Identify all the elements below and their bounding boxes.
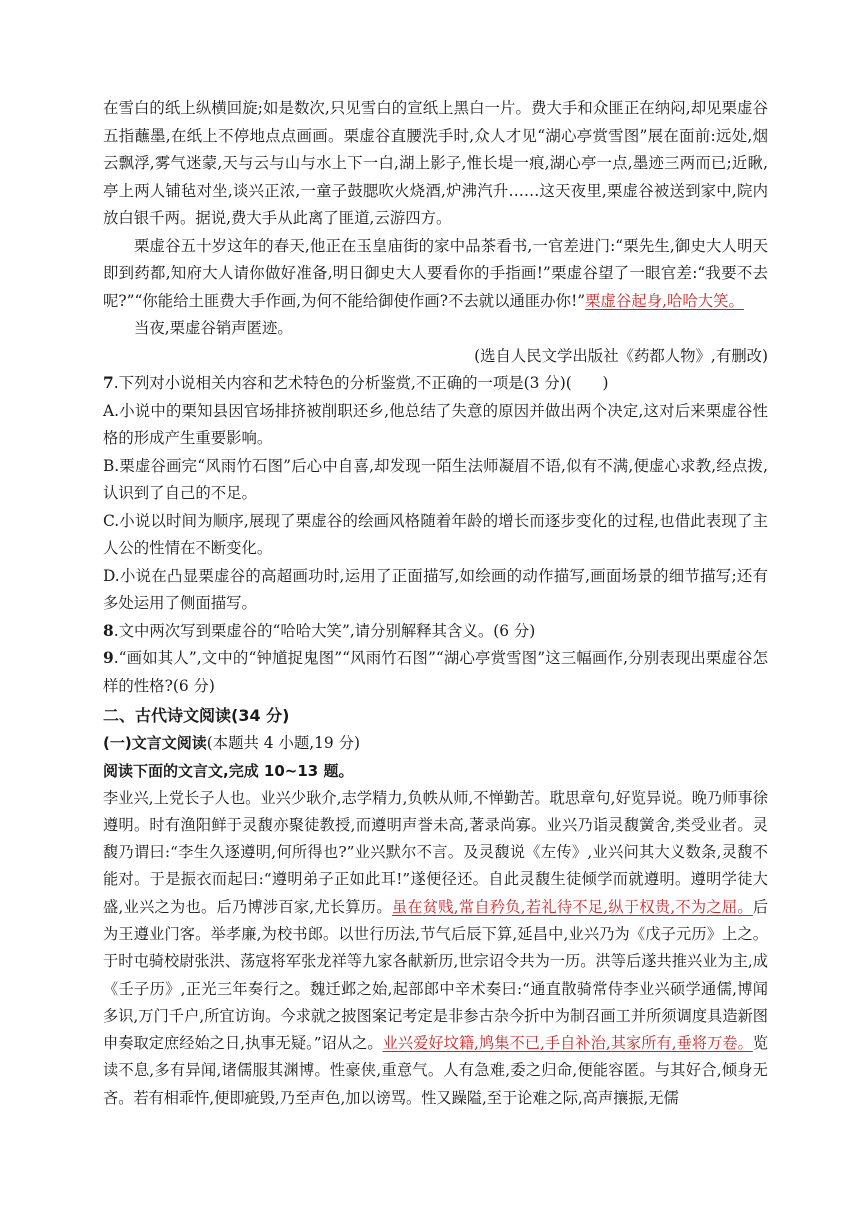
question-9-text: .“画如其人”,文中的“钟馗捉鬼图”“风雨竹石图”“湖心亭赏雪图”这三幅画作,分别表现出栗虚谷怎样的性格?(6 分) (103, 649, 768, 695)
section-2-heading: 二、古代诗文阅读(34 分) (103, 706, 290, 725)
question-7-option-c: C.小说以时间为顺序,展现了栗虚谷的绘画风格随着年龄的增长而逐步变化的过程,也借此表现了主人公的性情在不断变化。 (103, 511, 768, 557)
subsection-heading (103, 730, 768, 758)
underlined-sentence-1: 虽在贫贱,常自矜负,若礼待不足,纵于权贵,不为之屈。 (391, 897, 753, 916)
subsection-heading-bold: (一)文言文阅读 (103, 734, 207, 752)
subsection-heading-rest: (本题共 4 小题,19 分) (206, 734, 361, 752)
question-8-text: .文中两次写到栗虚谷的“哈哈大笑”,请分别解释其含义。(6 分) (113, 621, 536, 640)
classical-text-part-2: 后为王遵业门客。举孝廉,为校书郎。以世行历法,节气后辰下算,延昌中,业兴乃为《戊子元历》上之。于时屯骑校尉张洪、荡寇将军张龙祥等九家各献新历,世宗诏令共为一历。洪等后遂共推兴业为主,成《壬子历》,正光三年奏行之。魏迁邺之始,起部郎中辛术奏曰:“通直散骑常侍李业兴硕学通儒,博闻多识,万门千户,所宜访询。今求就之披图案记考定是非参古杂今折中为制召画工并所须调度具造新图申奏取定庶经始之日,执事无疑。”诏从之。 (103, 897, 769, 1053)
question-7-number: 7 (103, 374, 114, 392)
question-7-option-a: A.小说中的栗知县因官场排挤被削职还乡,他总结了失意的原因并做出两个决定,这对后来栗虚谷性格的形成产生重要影响。 (103, 401, 768, 447)
story-paragraph-2 (103, 233, 768, 316)
question-8-number: 8 (103, 621, 114, 640)
source-citation: (选自人民文学出版社《药都人物》,有删改) (474, 346, 768, 365)
story-paragraph-1: 在雪白的纸上纵横回旋;如是数次,只见雪白的宣纸上黑白一片。费大手和众匪正在纳闷,却见栗虚谷五指蘸墨,在纸上不停地点点画画。栗虚谷直腰洗手时,众人才见“湖心亭赏雪图”展在面前:远处,烟云飘浮,雾气迷蒙,天与云与山与水上下一白,湖上影子,惟长堤一痕,湖心亭一点,墨迹三两而已;近瞅,亭上两人铺毡对坐,谈兴正浓,一童子鼓腮吹火烧酒,炉沸汽升……这天夜里,栗虚谷被送到家中,院内放白银千两。据说,费大手从此离了匪道,云游四方。 (103, 99, 768, 227)
underlined-laugh-sentence: 栗虚谷起身,哈哈大笑。 (585, 291, 744, 310)
question-7-text: .下列对小说相关内容和艺术特色的分析鉴赏,不正确的一项是(3 分)( ) (113, 374, 609, 392)
question-8 (103, 618, 768, 646)
classical-text-part-3: 览读不息,多有异闻,诸儒服其渊博。性豪侠,重意气。人有急难,委之归命,便能容匿。与其好合,倾身无吝。若有相乖忤,便即疵毁,乃至声色,加以谤骂。性又躁隘,至于论难之际,高声攘振,无儒 (103, 1034, 769, 1107)
classical-text-part-1: 李业兴,上党长子人也。业兴少耿介,志学精力,负帙从师,不惮勤苦。耽思章句,好览异说。晚乃师事徐遵明。时有渔阳鲜于灵馥亦聚徒教授,而遵明声誉未高,著录尚寡。业兴乃诣灵馥黉舍,类受业者。灵馥乃谓曰:“李生久逐遵明,何所得也?”业兴默尔不言。及灵馥说《左传》,业兴问其大义数条,灵馥不能对。于是振衣而起曰:“遵明弟子正如此耳!”遂便径还。自此灵馥生徒倾学而就遵明。遵明学徒大盛,业兴之为也。后乃博涉百家,尤长算历。 (103, 788, 768, 916)
story-paragraph-3: 当夜,栗虚谷销声匿迹。 (134, 319, 293, 337)
classical-text-passage (103, 785, 768, 1113)
underlined-sentence-2: 业兴爱好坟籍,鸠集不已,手自补治,其家所有,垂将万卷。 (382, 1034, 753, 1053)
question-9 (103, 645, 768, 700)
story-paragraph-2-text: 栗虚谷五十岁这年的春天,他正在玉皇庙街的家中品茶看书,一官差进门:“栗先生,御史大人明天即到药都,知府大人请你做好准备,明日御史大人要看你的手指画!”栗虚谷望了一眼官差:“我要不去呢?”“你能给土匪费大手作画,为何不能给御使作画?不去就以通匪办你!” (103, 236, 768, 310)
question-7-option-d: D.小说在凸显栗虚谷的高超画功时,运用了正面描写,如绘画的动作描写,画面场景的细节描写;还有多处运用了侧面描写。 (103, 566, 768, 612)
reading-instruction: 阅读下面的文言文,完成 10~13 题。 (103, 761, 354, 780)
question-7-option-b: B.栗虚谷画完“风雨竹石图”后心中自喜,却发现一陌生法师凝眉不语,似有不满,便虚心求教,经点拨,认识到了自己的不足。 (103, 456, 768, 502)
question-7-stem (103, 370, 768, 398)
question-9-number: 9 (103, 649, 114, 667)
